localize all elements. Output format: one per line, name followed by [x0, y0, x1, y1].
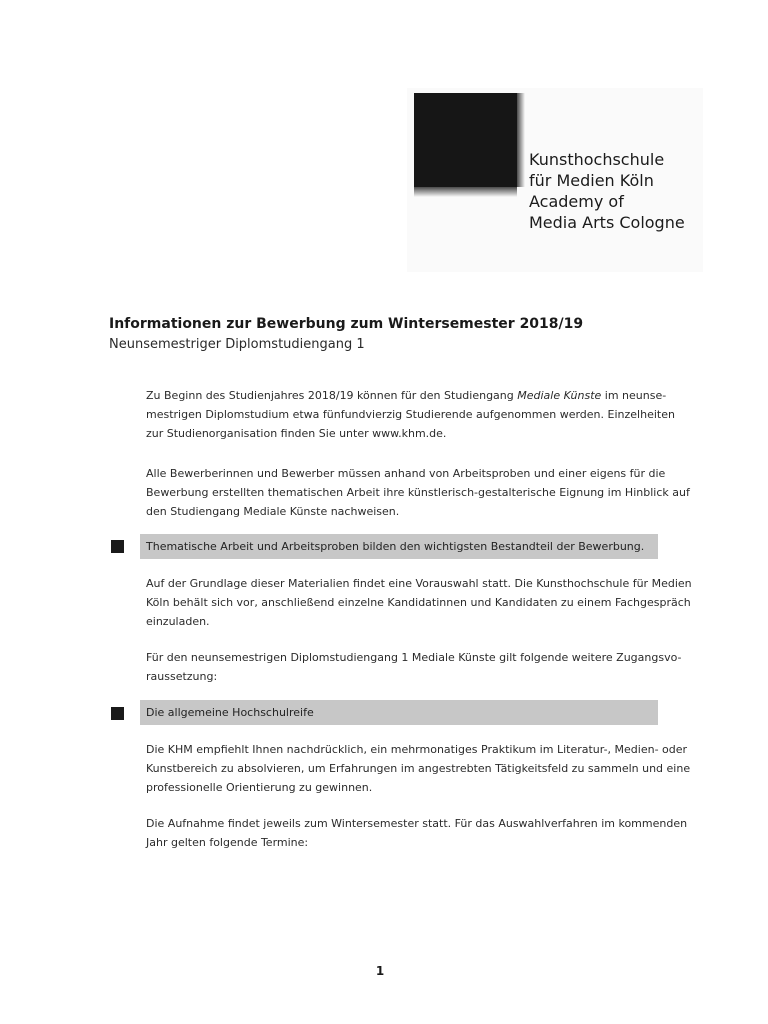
emphasized-term: Mediale Künste [517, 389, 602, 402]
text-line: zur Studienorganisation finden Sie unter www.khm.de. [146, 427, 447, 440]
text-line: Die KHM empfiehlt Ihnen nachdrücklich, ein mehrmonatiges Praktikum im Literatur-, Medien- oder [146, 743, 688, 756]
logo-fade-bottom [414, 187, 517, 197]
text-line: einzuladen. [146, 615, 210, 628]
text-segment: Zu Beginn des Studienjahres 2018/19 können für den Studiengang [146, 389, 518, 402]
logo-wordmark [529, 149, 685, 233]
highlight-box-university-entrance: Die allgemeine Hochschulreife [140, 700, 658, 725]
text-line: Kunstbereich zu absolvieren, um Erfahrungen im angestrebten Tätigkeitsfeld zu sammeln und eine [146, 762, 691, 775]
paragraph-preselection [146, 574, 692, 631]
text-line: Die Aufnahme findet jeweils zum Wintersemester statt. Für das Auswahlverfahren im kommenden [146, 817, 688, 830]
text-line: Für den neunsemestrigen Diplomstudiengang 1 Mediale Künste gilt folgende weitere Zugangsvo- [146, 651, 682, 664]
text-line: Auf der Grundlage dieser Materialien findet eine Vorauswahl statt. Die Kunsthochschule für Medien [146, 577, 692, 590]
logo-line: Kunsthochschule [529, 150, 665, 169]
bullet-square [111, 540, 124, 553]
logo-square-mark [414, 93, 517, 187]
document-title: Informationen zur Bewerbung zum Wintersemester 2018/19 [109, 316, 584, 332]
institution-logo [407, 88, 703, 272]
paragraph-requirements [146, 464, 690, 521]
text-line: professionelle Orientierung zu gewinnen. [146, 781, 373, 794]
text-line: Alle Bewerberinnen und Bewerber müssen anhand von Arbeitsproben und einer eigens für die [146, 467, 666, 480]
document-subtitle: Neunsemestriger Diplomstudiengang 1 [109, 337, 365, 352]
page-number: 1 [375, 964, 385, 978]
text-line [146, 386, 667, 405]
text-line: raussetzung: [146, 670, 218, 683]
paragraph-internship [146, 740, 691, 797]
paragraph-dates [146, 814, 688, 852]
text-segment: im neunse- [601, 389, 667, 402]
logo-fade-right [517, 93, 525, 187]
logo-line: Media Arts Cologne [529, 213, 685, 232]
paragraph-admission-requirement [146, 648, 682, 686]
text-line: Köln behält sich vor, anschließend einzelne Kandidatinnen und Kandidaten zu einem Fachgespräch [146, 596, 691, 609]
text-line: den Studiengang Mediale Künste nachweisen. [146, 505, 400, 518]
paragraph-intro [146, 386, 675, 443]
text-line: mestrigen Diplomstudium etwa fünfundvierzig Studierende aufgenommen werden. Einzelheiten [146, 408, 675, 421]
logo-line: Academy of [529, 192, 624, 211]
highlight-box-main-component: Thematische Arbeit und Arbeitsproben bilden den wichtigsten Bestandteil der Bewerbung. [140, 534, 658, 559]
text-line: Jahr gelten folgende Termine: [146, 836, 309, 849]
bullet-square [111, 707, 124, 720]
text-line: Bewerbung erstellten thematischen Arbeit ihre künstlerisch-gestalterische Eignung im Hinblick auf [146, 486, 690, 499]
logo-line: für Medien Köln [529, 171, 654, 190]
